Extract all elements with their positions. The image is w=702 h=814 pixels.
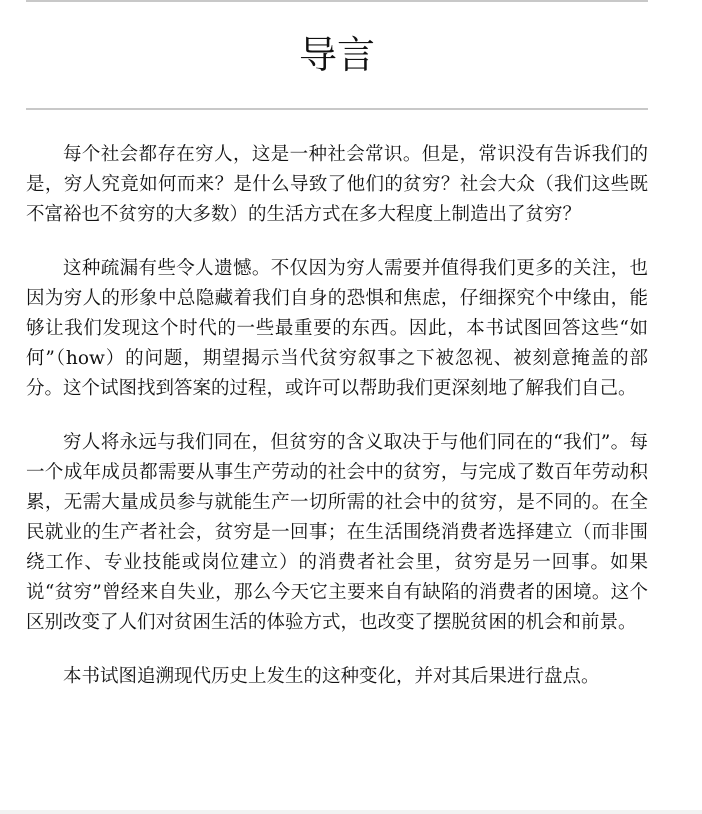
- paragraph-2: 这种疏漏有些令人遗憾。不仅因为穷人需要并值得我们更多的关注，也因为穷人的形象中总隐藏着我们自身的恐惧和焦虑，仔细探究个中缘由，能够让我们发现这个时代的一些最重要的东西。因此，本书试图回答这些“如何”（how）的问题，期望揭示当代贫穷叙事之下被忽视、被刻意掩盖的部分。这个试图找到答案的过程，或许可以帮助我们更深刻地了解我们自己。: [26, 258, 648, 399]
- paragraph-4: 本书试图追溯现代历史上发生的这种变化，并对其后果进行盘点。: [63, 666, 600, 687]
- title-divider: [26, 108, 648, 110]
- top-divider: [26, 0, 648, 2]
- page-title: 导言: [298, 33, 375, 77]
- paragraph-1: 每个社会都存在穷人，这是一种社会常识。但是，常识没有告诉我们的是，穷人究竟如何而来？是什么导致了他们的贫穷？社会大众（我们这些既不富裕也不贫穷的大多数）的生活方式在多大程度上制造出了贫穷？: [26, 144, 648, 225]
- page-bottom-edge: [0, 810, 702, 814]
- body-text: [26, 140, 648, 716]
- paragraph-3: 穷人将永远与我们同在，但贫穷的含义取决于与他们同在的“我们”。每一个成年成员都需要从事生产劳动的社会中的贫穷，与完成了数百年劳动积累，无需大量成员参与就能生产一切所需的社会中的贫穷，是不同的。在全民就业的生产者社会，贫穷是一回事；在生活围绕消费者选择建立（而非围绕工作、专业技能或岗位建立）的消费者社会里，贫穷是另一回事。如果说“贫穷”曾经来自失业，那么今天它主要来自有缺陷的消费者的困境。这个区别改变了人们对贫困生活的体验方式，也改变了摆脱贫困的机会和前景。: [26, 432, 648, 633]
